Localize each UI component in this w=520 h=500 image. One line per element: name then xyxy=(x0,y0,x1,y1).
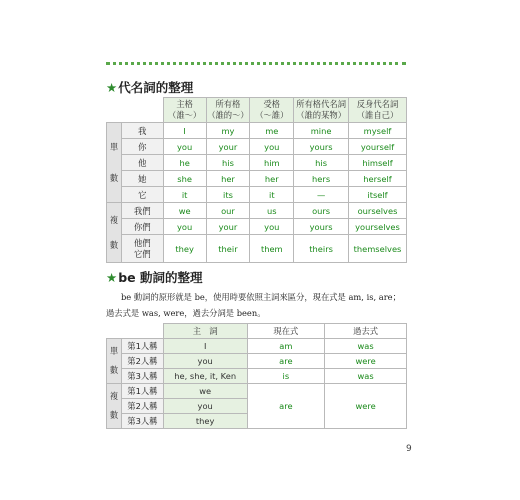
page-number: 9 xyxy=(406,444,412,454)
table-cell: were xyxy=(325,384,407,429)
table-cell: her xyxy=(206,171,250,187)
star-icon: ★ xyxy=(106,80,118,95)
table-cell: they xyxy=(163,414,247,429)
table-row xyxy=(107,354,407,369)
table-row xyxy=(107,123,407,139)
row-label: 我 xyxy=(121,123,163,139)
table-cell: it xyxy=(250,187,294,203)
header-possessive: 所有格 （誰的～） xyxy=(206,98,250,123)
table-row xyxy=(107,203,407,219)
table-cell: were xyxy=(325,354,407,369)
table-cell: themselves xyxy=(349,235,407,263)
table-cell: you xyxy=(163,399,247,414)
table-cell: was xyxy=(325,339,407,354)
table-cell: am xyxy=(247,339,325,354)
table-cell: theirs xyxy=(294,235,349,263)
row-label: 第3人稱 xyxy=(121,414,163,429)
row-label: 你 xyxy=(121,139,163,155)
table-cell: you xyxy=(250,219,294,235)
table-row xyxy=(107,139,407,155)
table-header-row xyxy=(107,98,407,123)
table-cell: him xyxy=(250,155,294,171)
table-cell: them xyxy=(250,235,294,263)
table-cell: us xyxy=(250,203,294,219)
table-row xyxy=(107,187,407,203)
table-cell: they xyxy=(163,235,206,263)
group-label-plural: 複 數 xyxy=(107,384,122,429)
header-subject: 主 詞 xyxy=(163,324,247,339)
table-cell: it xyxy=(163,187,206,203)
table-cell: his xyxy=(294,155,349,171)
table-row xyxy=(107,171,407,187)
row-label: 我們 xyxy=(121,203,163,219)
table-cell: yourselves xyxy=(349,219,407,235)
header-reflexive: 反身代名詞 （誰自己） xyxy=(349,98,407,123)
table-cell: her xyxy=(250,171,294,187)
table-cell: was xyxy=(325,369,407,384)
table-cell: I xyxy=(163,123,206,139)
table-cell: yourself xyxy=(349,139,407,155)
table-cell: its xyxy=(206,187,250,203)
table-row xyxy=(107,235,407,263)
row-label: 第1人稱 xyxy=(121,339,163,354)
row-label: 第2人稱 xyxy=(121,399,163,414)
table-cell: he xyxy=(163,155,206,171)
table-cell: yours xyxy=(294,219,349,235)
table-cell: you xyxy=(163,139,206,155)
table-cell: I xyxy=(163,339,247,354)
table-row xyxy=(107,369,407,384)
row-label: 第1人稱 xyxy=(121,384,163,399)
table-cell: their xyxy=(206,235,250,263)
table-cell: itself xyxy=(349,187,407,203)
row-label: 第2人稱 xyxy=(121,354,163,369)
table-cell: me xyxy=(250,123,294,139)
table-cell: are xyxy=(247,384,325,429)
table-cell: our xyxy=(206,203,250,219)
table-cell: yours xyxy=(294,139,349,155)
dotted-divider xyxy=(106,62,406,65)
be-verb-description: be 動詞的原形就是 be，使用時要依照主詞來區分，現在式是 am, is, are；過去式是 was, were，過去分詞是 been。 xyxy=(106,292,401,318)
table-header-row xyxy=(107,324,407,339)
table-row xyxy=(107,155,407,171)
header-objective: 受格 （～誰） xyxy=(250,98,294,123)
table-cell: you xyxy=(163,219,206,235)
table-cell: you xyxy=(163,354,247,369)
header-nominative: 主格 （誰～） xyxy=(163,98,206,123)
pronoun-table xyxy=(106,97,407,263)
table-cell: is xyxy=(247,369,325,384)
be-verb-table xyxy=(106,323,407,429)
row-label: 第3人稱 xyxy=(121,369,163,384)
table-cell: himself xyxy=(349,155,407,171)
table-cell: we xyxy=(163,203,206,219)
section-title-be-verb: ★be 動詞的整理 xyxy=(106,270,203,285)
table-cell: ours xyxy=(294,203,349,219)
row-label: 他 xyxy=(121,155,163,171)
table-row xyxy=(107,384,407,399)
table-cell: are xyxy=(247,354,325,369)
section-title-pronouns: ★代名詞的整理 xyxy=(106,80,194,95)
table-cell: your xyxy=(206,219,250,235)
table-cell: your xyxy=(206,139,250,155)
row-label: 他們 它們 xyxy=(121,235,163,263)
header-past: 過去式 xyxy=(325,324,407,339)
table-cell: herself xyxy=(349,171,407,187)
table-row xyxy=(107,219,407,235)
table-cell: — xyxy=(294,187,349,203)
header-present: 現在式 xyxy=(247,324,325,339)
table-cell: ourselves xyxy=(349,203,407,219)
group-label-singular: 單 數 xyxy=(107,123,122,203)
table-cell: we xyxy=(163,384,247,399)
row-label: 它 xyxy=(121,187,163,203)
row-label: 你們 xyxy=(121,219,163,235)
row-label: 她 xyxy=(121,171,163,187)
table-cell: you xyxy=(250,139,294,155)
table-row xyxy=(107,339,407,354)
group-label-plural: 複 數 xyxy=(107,203,122,263)
table-cell: hers xyxy=(294,171,349,187)
table-cell: myself xyxy=(349,123,407,139)
table-cell: he, she, it, Ken xyxy=(163,369,247,384)
header-possessive-pronoun: 所有格代名詞 （誰的某物） xyxy=(294,98,349,123)
table-cell: my xyxy=(206,123,250,139)
table-cell: mine xyxy=(294,123,349,139)
table-cell: his xyxy=(206,155,250,171)
group-label-singular: 單 數 xyxy=(107,339,122,384)
table-cell: she xyxy=(163,171,206,187)
star-icon: ★ xyxy=(106,270,118,285)
